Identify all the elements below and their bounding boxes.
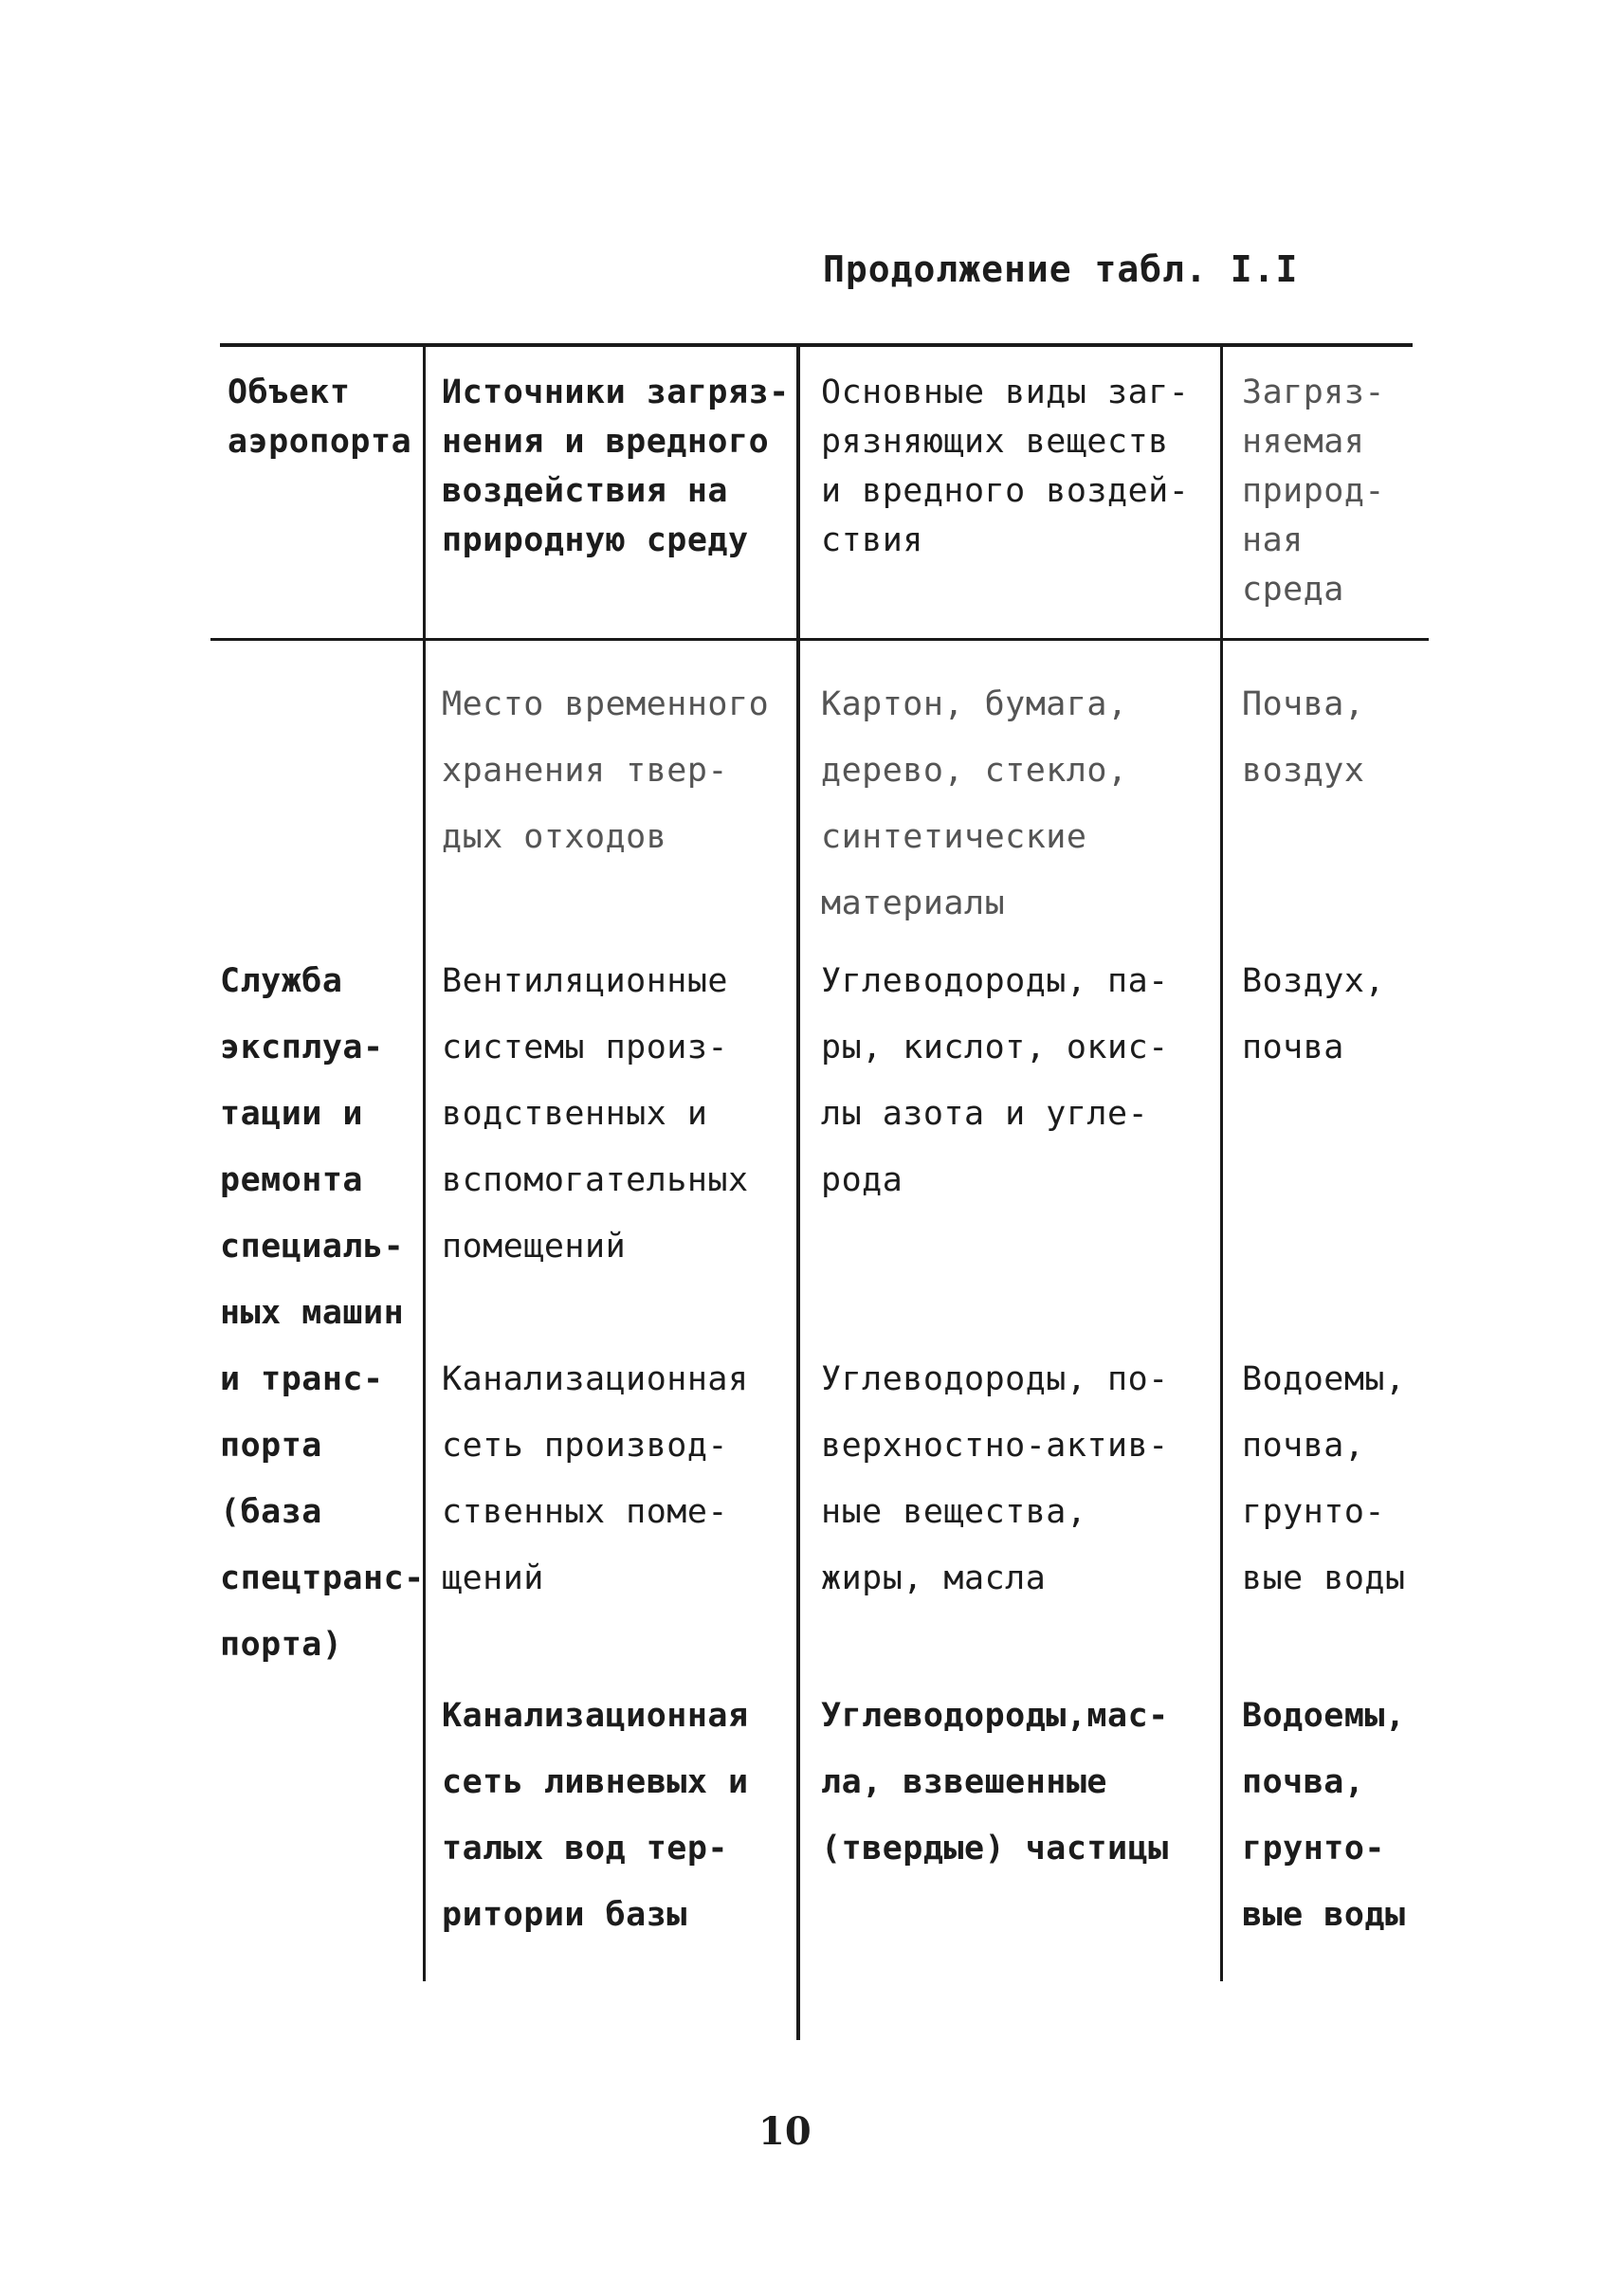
row-3-substances: Углеводороды, по- верхностно-актив- ные вещества, жиры, масла	[821, 1360, 1169, 1597]
table-caption: Продолжение табл. I.I	[823, 248, 1299, 290]
row-1-source: Место временного хранения твер- дых отходов	[442, 685, 770, 856]
column-divider-2	[796, 343, 800, 2040]
page-number: 10	[758, 2109, 812, 2154]
object-cell: Служба эксплуа- тации и ремонта специаль- ных машин и транс- порта (база спецтранс- порта)	[220, 962, 425, 1664]
row-2-source: Вентиляционные системы произ- водственных и вспомогательных помещений	[442, 962, 749, 1266]
header-substances: Основные виды заг- рязняющих веществ и вредного воздей- ствия	[821, 374, 1190, 559]
row-2-substances: Углеводороды, па- ры, кислот, окис- лы азота и угле- рода	[821, 962, 1169, 1199]
header-bottom-rule	[210, 638, 1429, 641]
row-1-environment: Почва, воздух	[1242, 685, 1365, 790]
header-sources: Источники загряз- нения и вредного воздействия на природную среду	[442, 374, 790, 559]
column-divider-3	[1220, 343, 1223, 1981]
row-3-source: Канализационная сеть производ- ственных поме- щений	[442, 1360, 749, 1597]
header-environment: Загряз- няемая природ- ная среда	[1242, 374, 1386, 609]
row-4-source: Канализационная сеть ливневых и талых вод тер- ритории базы	[442, 1697, 749, 1934]
row-1-substances: Картон, бумага, дерево, стекло, синтетические материалы	[821, 685, 1128, 922]
row-4-substances: Углеводороды,мас- ла, взвешенные (твердые) частицы	[821, 1697, 1169, 1868]
row-3-environment: Водоемы, почва, грунто- вые воды	[1242, 1360, 1406, 1597]
row-4-environment: Водоемы, почва, грунто- вые воды	[1242, 1697, 1406, 1934]
header-object: Объект аэропорта	[228, 374, 412, 461]
table-top-rule	[220, 343, 1413, 347]
row-2-environment: Воздух, почва	[1242, 962, 1386, 1066]
